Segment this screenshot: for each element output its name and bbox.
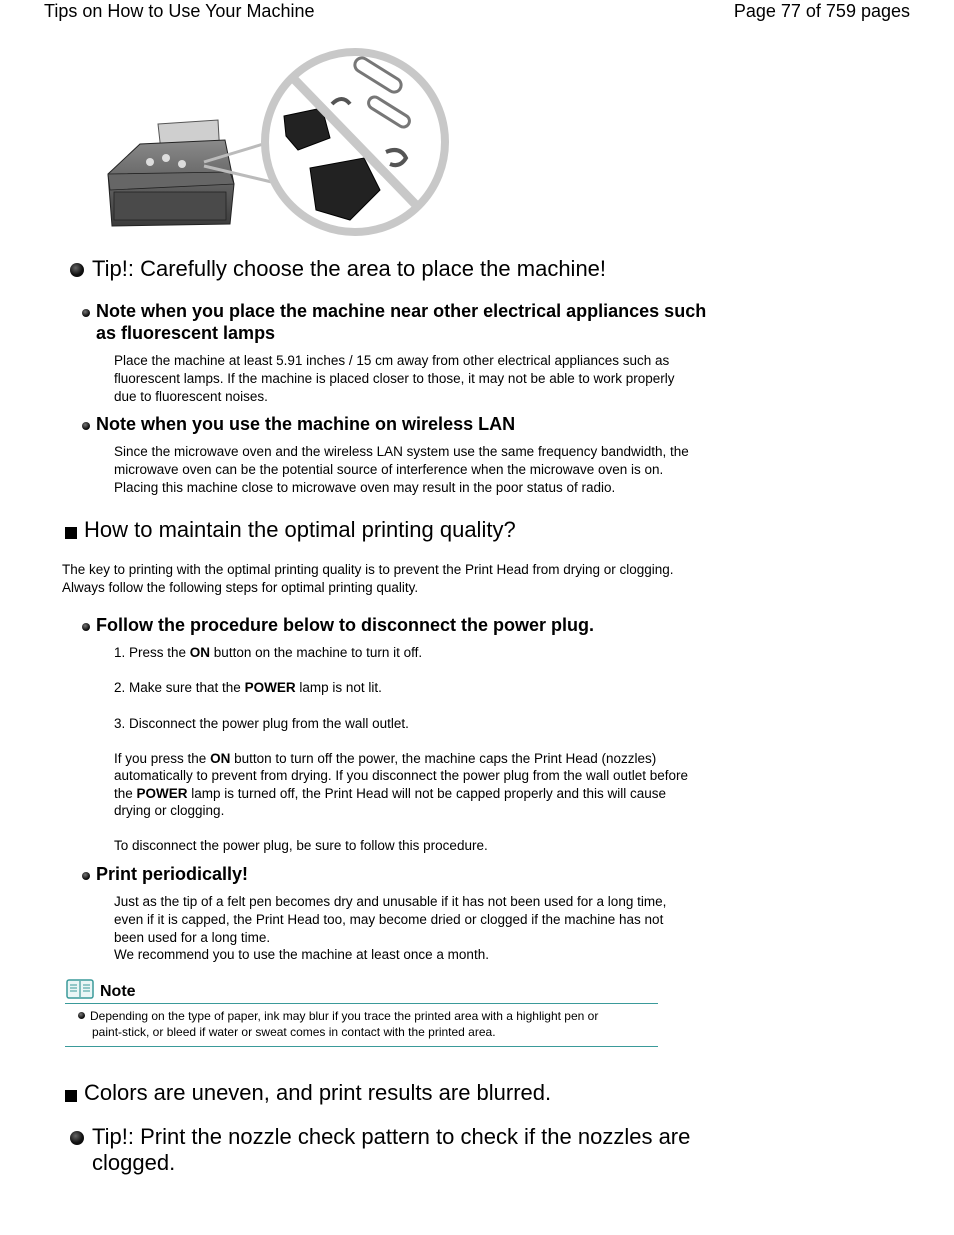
if-press-line-1: If you press the ON button to turn off the power, the machine caps the Print Head (nozzles) bbox=[114, 751, 657, 766]
note-wireless-title: Note when you use the machine on wireless LAN bbox=[96, 414, 516, 434]
if-press-line-2: automatically to prevent from drying. If you disconnect the power plug from the wall outlet before bbox=[114, 768, 689, 783]
note-fluorescent-title-line2: as fluorescent lamps bbox=[96, 323, 276, 343]
step-2: 2. Make sure that the POWER lamp is not lit. bbox=[114, 680, 382, 695]
note-fluorescent-title-line1: Note when you place the machine near other electrical appliances such bbox=[96, 301, 707, 321]
step-1: 1. Press the ON button on the machine to turn it off. bbox=[114, 645, 423, 660]
note-fluorescent-body-2: fluorescent lamps. If the machine is placed closer to those, it may not be able to work properly bbox=[114, 371, 675, 386]
tip-nozzle-line-1: Tip!: Print the nozzle check pattern to check if the nozzles are bbox=[92, 1124, 691, 1149]
note-bottom-rule bbox=[65, 1046, 658, 1047]
note-top-rule bbox=[65, 1003, 658, 1004]
round-bullet-icon bbox=[70, 1131, 84, 1145]
small-bullet-icon bbox=[82, 422, 90, 430]
note-wireless-body-1: Since the microwave oven and the wireless LAN system use the same frequency bandwidth, the bbox=[114, 444, 689, 459]
maintain-intro-1: The key to printing with the optimal printing quality is to prevent the Print Head from drying or clogging. bbox=[62, 562, 674, 577]
print-body-3: been used for a long time. bbox=[114, 930, 271, 945]
print-body-1: Just as the tip of a felt pen becomes dry and unusable if it has not been used for a long time, bbox=[114, 894, 667, 909]
note-label: Note bbox=[100, 983, 136, 1000]
note-wireless-body-3: Placing this machine close to microwave oven may result in the poor status of radio. bbox=[114, 480, 616, 495]
note-fluorescent-body-3: due to fluorescent noises. bbox=[114, 389, 268, 404]
page-number: Page 77 of 759 pages bbox=[733, 1, 910, 21]
maintain-intro-2: Always follow the following steps for optimal printing quality. bbox=[62, 580, 419, 595]
tip-nozzle-line-2: clogged. bbox=[92, 1150, 176, 1175]
follow-procedure-title: Follow the procedure below to disconnect the power plug. bbox=[96, 615, 595, 635]
small-bullet-icon bbox=[82, 623, 90, 631]
if-press-line-4: drying or clogging. bbox=[114, 803, 225, 818]
to-disconnect-text: To disconnect the power plug, be sure to follow this procedure. bbox=[114, 838, 488, 853]
no-foreign-objects-illustration bbox=[100, 44, 460, 240]
tip-heading-area: Tip!: Carefully choose the area to place the machine! bbox=[92, 256, 607, 281]
note-wireless-body-2: microwave oven can be the potential source of interference when the microwave oven is on. bbox=[114, 462, 664, 477]
print-body-4: We recommend you to use the machine at least once a month. bbox=[114, 947, 489, 962]
small-bullet-icon bbox=[78, 1012, 85, 1019]
small-bullet-icon bbox=[82, 872, 90, 880]
print-periodically-title: Print periodically! bbox=[96, 864, 249, 884]
small-bullet-icon bbox=[82, 309, 90, 317]
colors-uneven-heading: Colors are uneven, and print results are blurred. bbox=[84, 1080, 552, 1105]
note-fluorescent-body-1: Place the machine at least 5.91 inches / 15 cm away from other electrical appliances such as bbox=[114, 353, 670, 368]
square-bullet-icon bbox=[65, 1090, 77, 1102]
note-text-1: Depending on the type of paper, ink may blur if you trace the printed area with a highlight pen or bbox=[90, 1009, 599, 1023]
maintain-heading: How to maintain the optimal printing quality? bbox=[84, 517, 516, 542]
note-text-2: paint-stick, or bleed if water or sweat comes in contact with the printed area. bbox=[92, 1025, 496, 1039]
square-bullet-icon bbox=[65, 527, 77, 539]
step-3: 3. Disconnect the power plug from the wall outlet. bbox=[114, 716, 409, 731]
round-bullet-icon bbox=[70, 263, 84, 277]
page-header-title: Tips on How to Use Your Machine bbox=[44, 1, 315, 21]
print-body-2: even if it is capped, the Print Head too, may become dried or clogged if the machine has not bbox=[114, 912, 664, 927]
note-book-icon bbox=[66, 978, 94, 1000]
if-press-line-3: the POWER lamp is turned off, the Print Head will not be capped properly and this will cause bbox=[114, 786, 667, 801]
